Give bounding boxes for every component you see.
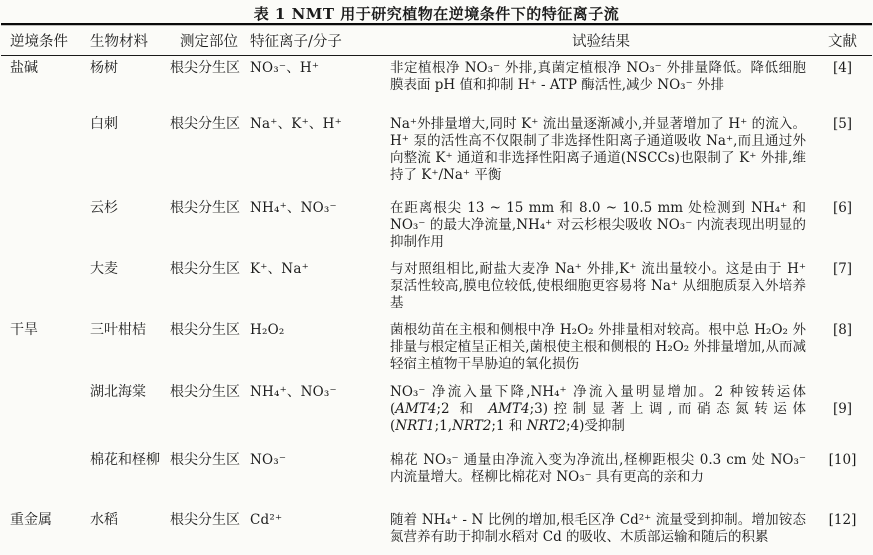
header-stress-condition: 逆境条件	[10, 33, 68, 50]
stress-condition-cell	[10, 384, 90, 448]
site-cell: 根尖分生区	[170, 116, 240, 132]
ion-cell: NH₄⁺、NO₃⁻	[250, 384, 337, 400]
material-cell: 大麦	[90, 261, 118, 277]
ion-cell: H₂O₂	[250, 322, 285, 338]
site-cell: 根尖分生区	[170, 261, 240, 277]
table-row	[0, 318, 873, 380]
ion-cell: NO₃⁻	[250, 452, 287, 468]
table-row	[0, 196, 873, 257]
result-cell: 与对照组相比,耐盐大麦净 Na⁺ 外排,K⁺ 流出量较小。这是由于 H⁺ 泵活性较高,膜电位较低,使根细胞更容易将 Na⁺ 从细胞质泵入外培养基	[390, 261, 806, 311]
reference-cell: [4]	[832, 60, 853, 76]
stress-condition-cell: 重金属	[10, 512, 52, 528]
site-cell: 根尖分生区	[170, 384, 240, 400]
table-title: 表 1 NMT 用于研究植物在逆境条件下的特征离子流	[253, 5, 620, 23]
table-body	[0, 56, 873, 555]
site-cell: 根尖分生区	[170, 60, 240, 76]
table-header-row	[0, 25, 873, 55]
material-cell: 白刺	[90, 116, 118, 132]
table-row	[0, 508, 873, 555]
table-row	[0, 448, 873, 508]
header-characteristic-ion: 特征离子/分子	[250, 33, 342, 50]
reference-cell: [6]	[832, 200, 853, 216]
material-cell: 杨树	[90, 60, 118, 76]
ion-cell: Na⁺、K⁺、H⁺	[250, 116, 342, 132]
reference-cell: [5]	[832, 116, 853, 132]
stress-condition-cell	[10, 261, 90, 318]
ion-cell: NO₃⁻、H⁺	[250, 60, 320, 76]
material-cell: 湖北海棠	[90, 384, 146, 400]
site-cell: 根尖分生区	[170, 512, 240, 528]
material-cell: 云杉	[90, 200, 118, 216]
material-cell: 棉花和柽柳	[90, 452, 160, 468]
site-cell: 根尖分生区	[170, 322, 240, 338]
site-cell: 根尖分生区	[170, 200, 240, 216]
material-cell: 三叶柑桔	[90, 322, 146, 338]
stress-condition-cell	[10, 116, 90, 196]
table-row	[0, 112, 873, 196]
header-reference: 文献	[828, 33, 857, 50]
table-row	[0, 257, 873, 318]
result-cell: 非定植根净 NO₃⁻ 外排,真菌定植根净 NO₃⁻ 外排量降低。降低细胞膜表面 pH 值和抑制 H⁺ - ATP 酶活性,减少 NO₃⁻ 外排	[390, 60, 806, 93]
stress-condition-cell: 盐碱	[10, 60, 38, 76]
ion-cell: Cd²⁺	[250, 512, 283, 528]
table-row	[0, 380, 873, 448]
header-measurement-site: 测定部位	[180, 33, 238, 50]
reference-cell: [12]	[828, 512, 857, 528]
ion-cell: NH₄⁺、NO₃⁻	[250, 200, 337, 216]
reference-cell: [7]	[832, 261, 853, 277]
header-test-result: 试验结果	[572, 33, 630, 50]
reference-cell: [9]	[832, 401, 853, 417]
site-cell: 根尖分生区	[170, 452, 240, 468]
material-cell: 水稻	[90, 512, 118, 528]
stress-condition-cell: 干旱	[10, 322, 38, 338]
table-row	[0, 56, 873, 112]
reference-cell: [10]	[828, 452, 857, 468]
reference-cell: [8]	[832, 322, 853, 338]
result-cell: Na⁺外排量增大,同时 K⁺ 流出量逐渐减小,并显著增加了 H⁺ 的流入。H⁺ 泵的活性高不仅限制了非选择性阳离子通道吸收 Na⁺,而且通过外向整流 K⁺ 通道和非选择性阳离子通道(NSCCs)也限制了 K⁺ 外排,维持了 K⁺/Na⁺ 平衡	[390, 116, 806, 183]
stress-condition-cell	[10, 452, 90, 508]
header-biological-material: 生物材料	[90, 33, 148, 50]
result-cell: 棉花 NO₃⁻ 通量由净流入变为净流出,柽柳距根尖 0.3 cm 处 NO₃⁻ 内流量增大。柽柳比棉花对 NO₃⁻ 具有更高的亲和力	[390, 452, 806, 485]
result-cell: NO₃⁻ 净流入量下降,NH₄⁺ 净流入量明显增加。2 种铵转运体(AMT4;2 和 AMT4;3)控制显著上调,而硝态氮转运体(NRT1;1,NRT2;1 和 NRT2;4)受抑制	[390, 384, 806, 434]
result-cell: 随着 NH₄⁺ - N 比例的增加,根毛区净 Cd²⁺ 流量受到抑制。增加铵态氮营养有助于抑制水稻对 Cd 的吸收、木质部运输和随后的积累	[390, 512, 806, 545]
result-cell: 在距离根尖 13 ~ 15 mm 和 8.0 ~ 10.5 mm 处检测到 NH₄⁺ 和 NO₃⁻ 的最大净流量,NH₄⁺ 对云杉根尖吸收 NO₃⁻ 内流表现出明显的抑制作用	[390, 200, 806, 250]
ion-cell: K⁺、Na⁺	[250, 261, 309, 277]
stress-condition-cell	[10, 200, 90, 257]
result-cell: 菌根幼苗在主根和侧根中净 H₂O₂ 外排量相对较高。根中总 H₂O₂ 外排量与根定植呈正相关,菌根使主根和侧根的 H₂O₂ 外排量增加,从而减轻宿主植物干旱胁迫的氧化损伤	[390, 322, 806, 372]
